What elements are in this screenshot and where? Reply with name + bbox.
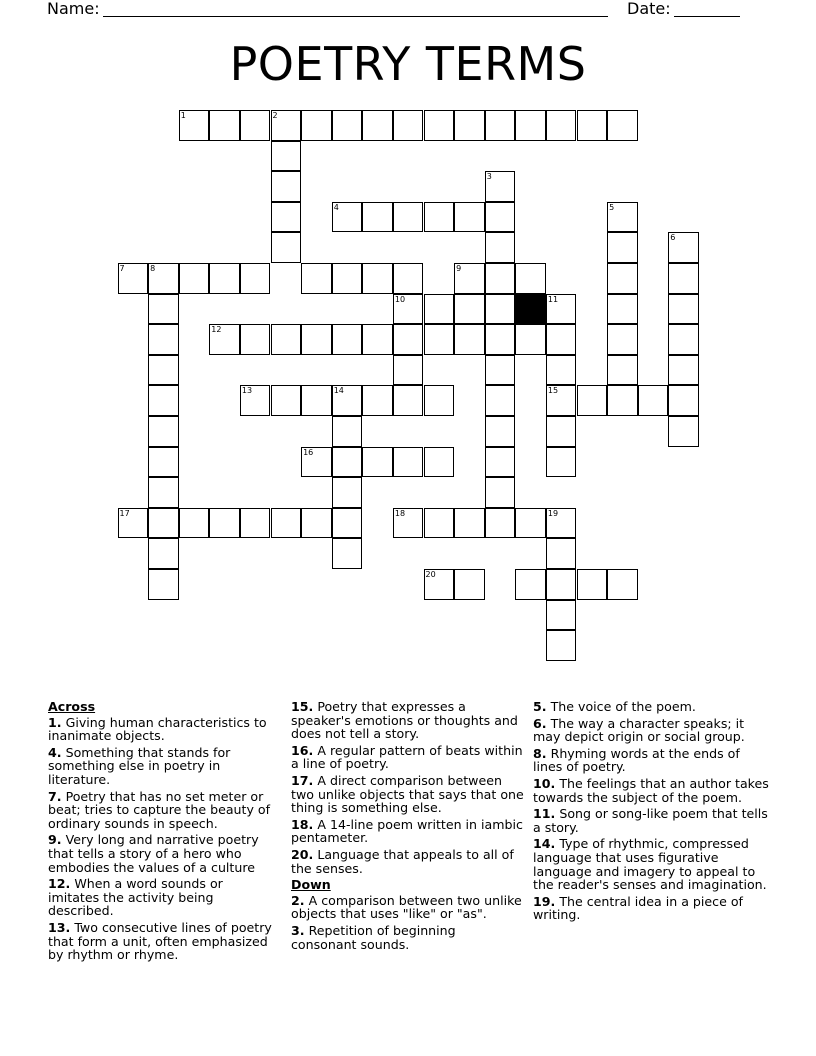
grid-cell[interactable]	[271, 141, 302, 172]
clue-number: 9	[456, 264, 462, 273]
grid-cell[interactable]	[301, 508, 332, 539]
grid-cell[interactable]	[332, 447, 363, 478]
grid-cell[interactable]	[362, 263, 393, 294]
clue-number: 12	[211, 325, 222, 335]
grid-cell[interactable]	[515, 324, 546, 355]
grid-cell[interactable]	[607, 263, 638, 294]
grid-cell[interactable]	[362, 447, 393, 478]
grid-cell[interactable]	[209, 110, 240, 141]
grid-cell[interactable]	[362, 324, 393, 355]
date-field[interactable]	[674, 16, 740, 17]
grid-cell[interactable]	[485, 294, 516, 325]
grid-cell[interactable]	[148, 294, 179, 325]
grid-cell[interactable]	[546, 630, 577, 661]
grid-cell[interactable]	[148, 385, 179, 416]
grid-cell[interactable]	[546, 110, 577, 141]
clues-column-1	[48, 700, 276, 965]
across-heading: Across	[48, 699, 96, 714]
grid-cell[interactable]	[577, 569, 608, 600]
grid-cell[interactable]	[454, 110, 485, 141]
grid-cell[interactable]	[301, 385, 332, 416]
name-field[interactable]	[103, 16, 608, 17]
grid-cell[interactable]	[485, 477, 516, 508]
grid-cell[interactable]	[607, 569, 638, 600]
clue-down-10: 10. The feelings that an author takes towards the subject of the poem.	[533, 775, 769, 805]
clue-number: 6	[670, 233, 676, 243]
grid-cell[interactable]	[393, 447, 424, 478]
grid-cell[interactable]	[668, 263, 699, 294]
grid-cell[interactable]	[332, 477, 363, 508]
clue-number: 13	[241, 386, 253, 396]
grid-cell[interactable]	[271, 385, 302, 416]
clue-number: 7	[119, 264, 125, 273]
clue-number: 3	[486, 172, 492, 182]
clue-down-5: 5. The voice of the poem.	[533, 699, 696, 714]
grid-cell[interactable]	[515, 263, 546, 294]
grid-cell[interactable]	[638, 385, 669, 416]
grid-cell[interactable]	[332, 538, 363, 569]
grid-cell[interactable]	[424, 385, 455, 416]
grid-cell[interactable]	[668, 324, 699, 355]
clue-number: 11	[547, 294, 559, 304]
grid-cell[interactable]	[454, 508, 485, 539]
black-square	[515, 294, 546, 325]
clue-number: 5	[609, 202, 615, 212]
grid-cell[interactable]	[424, 110, 455, 141]
name-label: Name:	[47, 0, 100, 18]
grid-cell[interactable]	[179, 508, 210, 539]
grid-cell[interactable]	[424, 447, 455, 478]
date-label: Date:	[627, 0, 671, 18]
grid-cell[interactable]	[240, 110, 271, 141]
clue-number: 19	[547, 508, 559, 518]
grid-cell[interactable]	[362, 110, 393, 141]
grid-cell[interactable]	[485, 416, 516, 447]
grid-cell[interactable]	[668, 294, 699, 325]
clue-number: 14	[333, 386, 344, 396]
clue-down-8: 8. Rhyming words at the ends of lines of poetry.	[533, 745, 740, 775]
grid-cell[interactable]	[209, 263, 240, 294]
grid-cell[interactable]	[271, 171, 302, 202]
grid-cell[interactable]	[454, 324, 485, 355]
grid-cell[interactable]	[485, 508, 516, 539]
grid-cell[interactable]	[424, 294, 455, 325]
grid-cell[interactable]	[546, 447, 577, 478]
clue-down-19: 19. The central idea in a piece of writing.	[533, 893, 743, 923]
clue-down-3: 3. Repetition of beginning consonant sounds.	[291, 922, 456, 952]
grid-cell[interactable]	[668, 355, 699, 386]
grid-cell[interactable]	[485, 110, 516, 141]
grid-cell[interactable]	[424, 508, 455, 539]
grid-cell[interactable]	[209, 508, 240, 539]
grid-cell[interactable]	[668, 416, 699, 447]
grid-cell[interactable]	[148, 569, 179, 600]
grid-cell[interactable]	[362, 385, 393, 416]
clue-number: 4	[333, 202, 339, 212]
grid-cell[interactable]	[546, 355, 577, 386]
grid-cell[interactable]	[485, 324, 516, 355]
grid-cell[interactable]	[148, 538, 179, 569]
grid-cell[interactable]	[393, 202, 424, 233]
grid-cell[interactable]	[485, 447, 516, 478]
grid-cell[interactable]	[301, 110, 332, 141]
grid-cell[interactable]	[546, 569, 577, 600]
grid-cell[interactable]	[454, 569, 485, 600]
grid-cell[interactable]	[485, 355, 516, 386]
clue-down-11: 11. Song or song-like poem that tells a story.	[533, 806, 768, 835]
grid-cell[interactable]	[607, 232, 638, 263]
grid-cell[interactable]	[485, 263, 516, 294]
grid-cell[interactable]	[607, 355, 638, 386]
grid-cell[interactable]	[179, 263, 210, 294]
grid-cell[interactable]	[485, 202, 516, 233]
clue-number: 15	[547, 386, 559, 396]
clue-number: 1	[180, 111, 186, 120]
clues-column-3	[533, 700, 769, 925]
clue-across-16: 16. A regular pattern of beats within a line of poetry.	[291, 742, 523, 772]
clue-across-4: 4. Something that stands for something else in poetry in literature.	[48, 744, 231, 787]
grid-cell[interactable]	[332, 110, 363, 141]
grid-cell[interactable]	[148, 477, 179, 508]
clue-across-13: 13. Two consecutive lines of poetry that form a unit, often emphasized by rhythm or rhyme.	[48, 919, 272, 963]
clue-number: 20	[425, 570, 436, 579]
grid-cell[interactable]	[424, 324, 455, 355]
down-heading: Down	[291, 877, 331, 893]
worksheet-header	[47, 0, 747, 20]
grid-cell[interactable]	[546, 600, 577, 631]
grid-cell[interactable]	[454, 294, 485, 325]
clue-number: 17	[119, 508, 130, 518]
grid-cell[interactable]	[148, 416, 179, 447]
grid-cell[interactable]	[424, 202, 455, 233]
grid-cell[interactable]	[148, 324, 179, 355]
grid-cell[interactable]	[271, 202, 302, 233]
grid-cell[interactable]	[332, 508, 363, 539]
clues-column-2	[291, 700, 525, 954]
grid-cell[interactable]	[393, 263, 424, 294]
clue-across-9: 9. Very long and narrative poetry that tells a story of a hero who embodies the values of a culture	[48, 832, 259, 875]
grid-cell[interactable]	[485, 232, 516, 263]
clue-down-6: 6. The way a character speaks; it may depict origin or social group.	[533, 715, 745, 745]
grid-cell[interactable]	[454, 202, 485, 233]
grid-cell[interactable]	[485, 385, 516, 416]
grid-cell[interactable]	[607, 324, 638, 355]
grid-cell[interactable]	[515, 110, 546, 141]
clue-across-17: 17. A direct comparison between two unlike objects that says that one thing is something else.	[291, 772, 524, 816]
grid-cell[interactable]	[332, 416, 363, 447]
page-title: POETRY TERMS	[229, 37, 587, 91]
grid-cell[interactable]	[577, 110, 608, 141]
grid-cell[interactable]	[515, 569, 546, 600]
clue-number: 8	[150, 264, 156, 273]
grid-cell[interactable]	[240, 508, 271, 539]
clue-number: 16	[303, 447, 314, 457]
grid-cell[interactable]	[393, 355, 424, 386]
clue-across-12: 12. When a word sounds or imitates the activity being described.	[48, 876, 223, 919]
grid-cell[interactable]	[301, 324, 332, 355]
clue-across-1: 1. Giving human characteristics to inanimate objects.	[48, 714, 267, 744]
grid-cell[interactable]	[148, 508, 179, 539]
clue-number: 2	[272, 111, 278, 120]
clue-across-7: 7. Poetry that has no set meter or beat; tries to capture the beauty of ordinary sounds in speech.	[48, 788, 271, 831]
grid-cell[interactable]	[607, 110, 638, 141]
grid-cell[interactable]	[271, 508, 302, 539]
grid-cell[interactable]	[668, 385, 699, 416]
clue-down-14: 14. Type of rhythmic, compressed language that uses figurative language and imagery to appeal to the reader's senses and imagination.	[533, 836, 767, 893]
grid-cell[interactable]	[607, 294, 638, 325]
grid-cell[interactable]	[393, 110, 424, 141]
grid-cell[interactable]	[148, 447, 179, 478]
grid-cell[interactable]	[240, 263, 271, 294]
grid-cell[interactable]	[240, 324, 271, 355]
clue-across-18: 18. A 14-line poem written in iambic pentameter.	[291, 816, 523, 846]
grid-cell[interactable]	[271, 324, 302, 355]
clue-across-20: 20. Language that appeals to all of the senses.	[291, 846, 514, 876]
grid-cell[interactable]	[301, 263, 332, 294]
grid-cell[interactable]	[393, 324, 424, 355]
grid-cell[interactable]	[362, 202, 393, 233]
grid-cell[interactable]	[577, 385, 608, 416]
grid-cell[interactable]	[546, 416, 577, 447]
clue-number: 18	[394, 508, 406, 518]
grid-cell[interactable]	[546, 538, 577, 569]
grid-cell[interactable]	[148, 355, 179, 386]
grid-cell[interactable]	[607, 385, 638, 416]
clue-number: 10	[394, 294, 406, 304]
grid-cell[interactable]	[271, 232, 302, 263]
grid-cell[interactable]	[393, 385, 424, 416]
clue-down-2: 2. A comparison between two unlike objects that uses "like" or "as".	[291, 892, 522, 922]
grid-cell[interactable]	[332, 324, 363, 355]
grid-cell[interactable]	[332, 263, 363, 294]
clue-across-15: 15. Poetry that expresses a speaker's emotions or thoughts and does not tell a story.	[291, 699, 518, 742]
grid-cell[interactable]	[546, 324, 577, 355]
grid-cell[interactable]	[515, 508, 546, 539]
